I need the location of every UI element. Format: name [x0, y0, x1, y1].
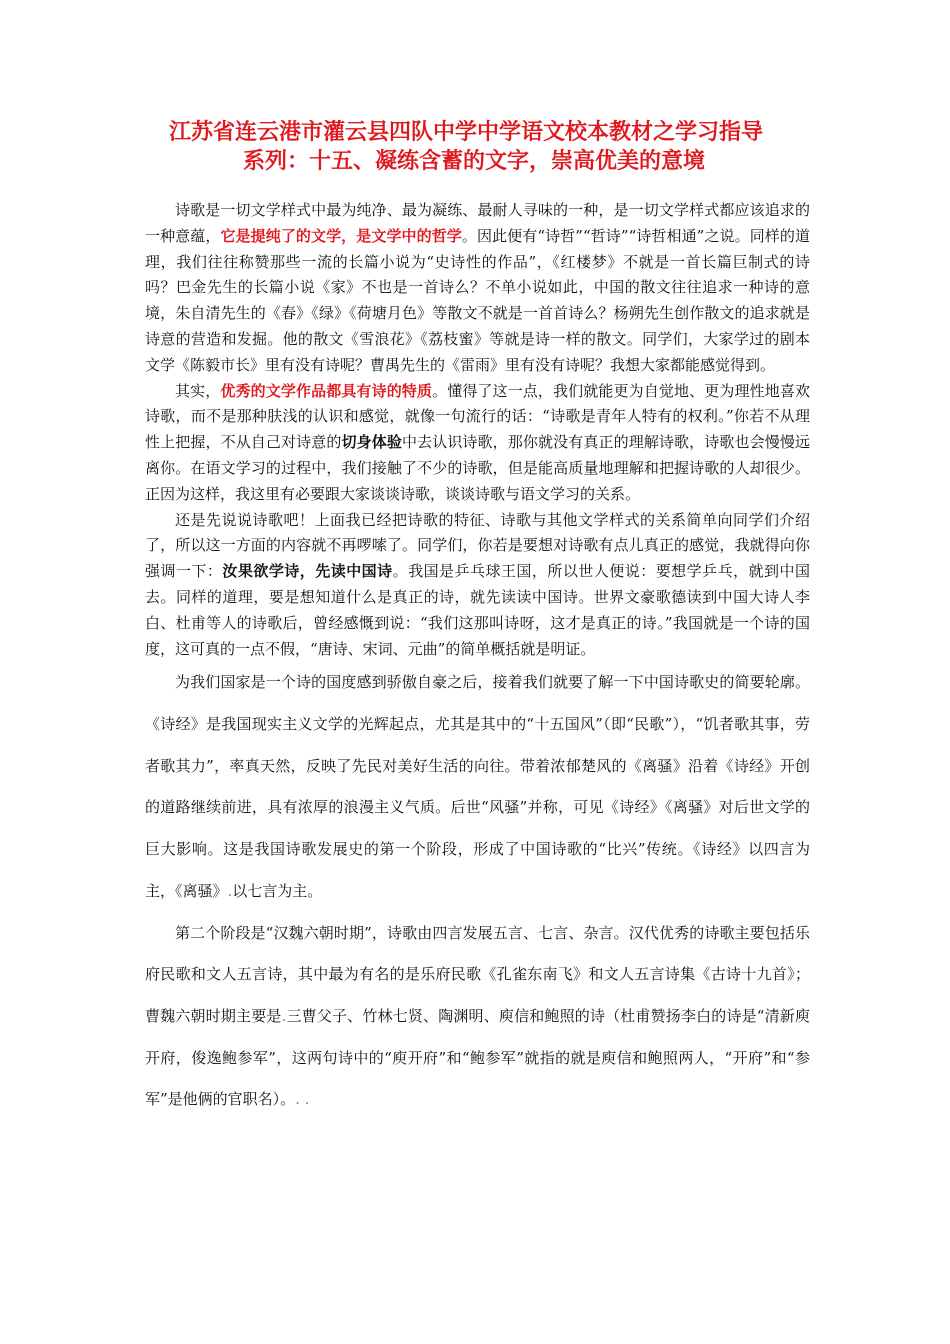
title-line-1: 江苏省连云港市灌云县四队中学中学语文校本教材之学习指导 — [169, 119, 764, 145]
paragraph-text: 。懂得了这一点，我们就能更为自觉地、更为理性地喜欢诗歌，而不是那种肤浅的认识和感觉，就像一句流行的话：“诗歌是青年人特有的权利。”你若不从理性上把握，不从自己对诗意的 — [145, 381, 810, 452]
paragraph-5 — [145, 913, 810, 1122]
highlight-text: 优秀的文学作品都具有诗的特质 — [220, 381, 433, 400]
paragraph-text: 。因此便有“诗哲”“哲诗”“诗哲相通”之说。同样的道理，我们往往称赞那些一流的长篇小说为“史诗性的作品”，《红楼梦》不就是一首长篇巨制式的诗吗？巴金先生的长篇小说《家》不也是一首诗么？不单小说如此，中国的散文往往追求一种诗的意境，朱自清先生的《春》《绿》《荷塘月色》等散文不就是一首首诗么？杨朔先生创作散文的追求就是诗意的营造和发掘。他的散文《雪浪花》《荔枝蜜》等就是诗一样的散文。同学们，大家学过的剧本文学《陈毅市长》里有没有诗呢？曹禺先生的《雷雨》里有没有诗呢？我想大家都能感觉得到。 — [145, 226, 810, 374]
stray-dot: . — [281, 1006, 287, 1025]
bold-text: 切身体验 — [341, 433, 402, 452]
bold-text: 汝果欲学诗，先读中国诗 — [222, 562, 393, 581]
paragraph-text: 第二个阶段是“汉魏六朝时期”，诗歌由四言发展五言、七言、杂言。汉代优秀的诗歌主要包括乐府民歌和文人五言诗，其中最为有名的是乐府民歌《孔雀东南飞》和文人五言诗集《古诗十九首》；曹魏六朝时期主要是 — [145, 923, 810, 1025]
paragraph-2 — [145, 379, 810, 508]
paragraph-text: 中去认识诗歌，那你就没有真正的理解诗歌，诗歌也会慢慢远离你。在语文学习的过程中，我们接触了不少的诗歌，但是能高质量地理解和把握诗歌的人却很少。正因为这样，我这里有必要跟大家谈谈诗歌，谈谈诗歌与语文学习的关系。 — [145, 433, 810, 503]
paragraph-text: 。我国是乒乓球王国，所以世人便说：要想学乒乓，就到中国去。同样的道理，要是想知道什么是真正的诗，就先读读中国诗。世界文豪歌德读到中国大诗人李白、杜甫等人的诗歌后，曾经感慨到说：“我们这那叫诗呀，这才是真正的诗。”我国就是一个诗的国度，这可真的一点不假，“唐诗、宋词、元曲”的简单概括就是明证。 — [145, 562, 810, 658]
stray-dot: . — [227, 881, 233, 900]
paragraph-text: 以七言为主。 — [232, 881, 323, 900]
title-line-2: 系列：十五、凝练含蓄的文字，崇高优美的意境 — [243, 148, 706, 174]
highlight-text: 它是提纯了的文学，是文学中的哲学 — [220, 226, 462, 245]
paragraph-text: 三曹父子、竹林七贤、陶渊明、庾信和鲍照的诗（杜甫赞扬李白的诗是“清新庾开府，俊逸鲍参军”，这两句诗中的“庾开府”和“鲍参军”就指的就是庾信和鲍照两人，“开府”和“参军”是他俩的官职名）。 — [145, 1006, 810, 1109]
paragraph-4 — [145, 662, 810, 912]
paragraph-text: 还是先说说诗歌吧！上面我已经把诗歌的特征、诗歌与其他文学样式的关系简单向同学们介绍了，所以这一方面的内容就不再啰嗦了。同学们，你若是要想对诗歌有点儿真正的感觉，我就得向你强调一下： — [145, 510, 810, 581]
paragraph-3 — [145, 508, 810, 663]
paragraph-1 — [145, 198, 810, 379]
paragraph-text: 为我们国家是一个诗的国度感到骄傲自豪之后，接着我们就要了解一下中国诗歌史的简要轮廓。《诗经》是我国现实主义文学的光辉起点，尤其是其中的“十五国风”（即“民歌”），“饥者歌其事，劳者歌其力”，率真天然，反映了先民对美好生活的向往。带着浓郁楚风的《离骚》沿着《诗经》开创的道路继续前进，具有浓厚的浪漫主义气质。后世“风骚”并称，可见《诗经》《离骚》对后世文学的巨大影响。这是我国诗歌发展史的第一个阶段，形成了中国诗歌的“比兴”传统。《诗经》以四言为主，《离骚》 — [145, 673, 810, 900]
paragraph-text: 诗歌是一切文学样式中最为纯净、最为凝练、最耐人寻味的一种，是一切文学样式都应该追求的一种意蕴， — [145, 201, 810, 245]
document-title — [145, 118, 810, 176]
document-page — [145, 118, 810, 1121]
stray-dot: . . — [295, 1090, 310, 1109]
paragraph-text: 其实， — [175, 381, 221, 400]
